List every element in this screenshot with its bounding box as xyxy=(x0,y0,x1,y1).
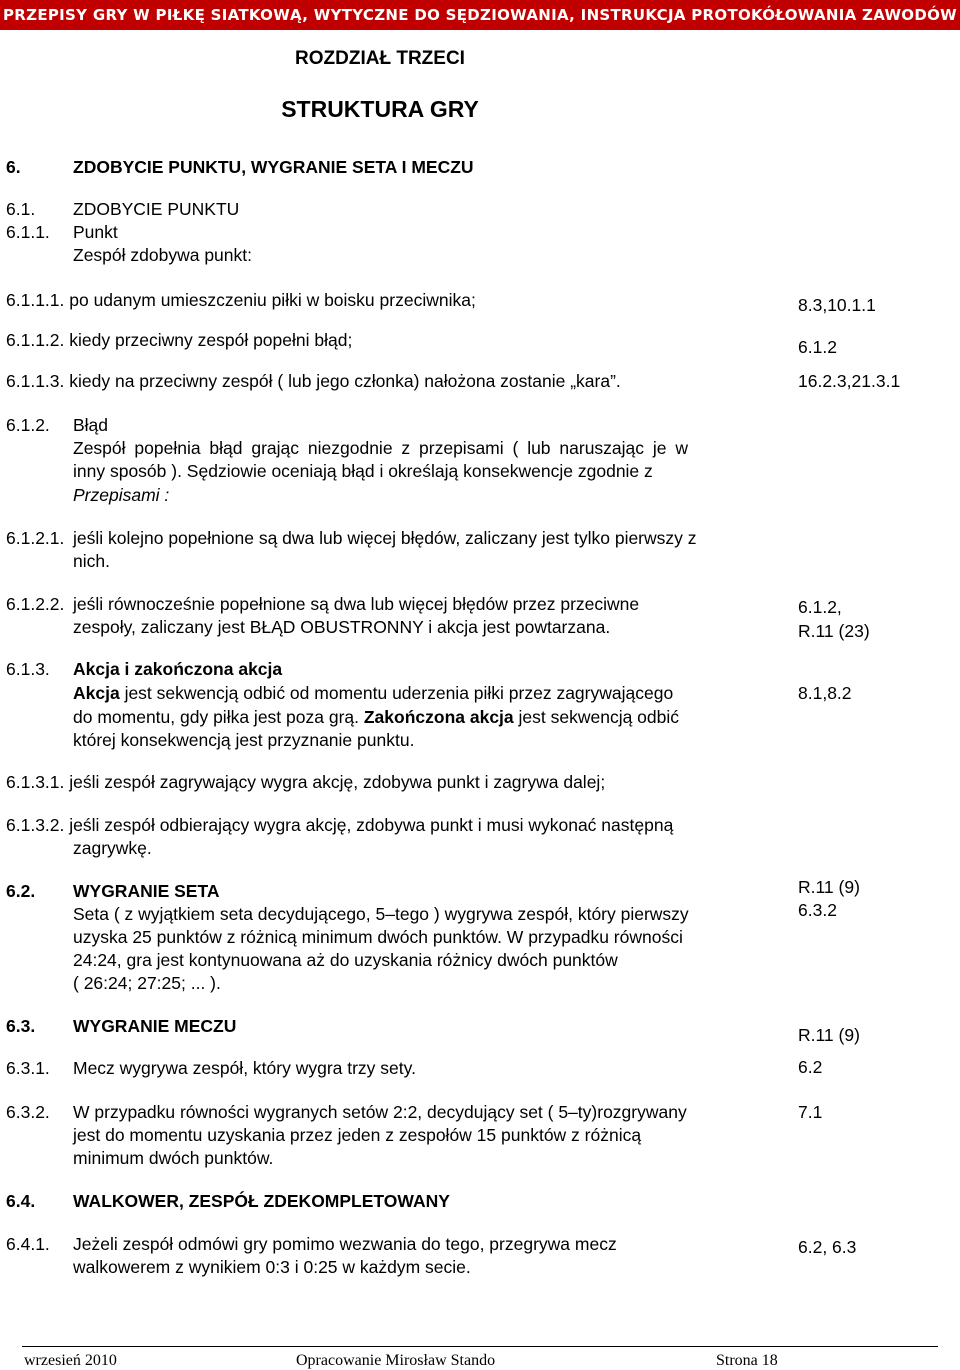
section-6-3-number: 6.3. xyxy=(6,1016,36,1036)
section-6-2-title: WYGRANIE SETA xyxy=(73,881,220,901)
section-6-1-2-1-line-2: nich. xyxy=(73,551,110,571)
section-6-4-title: WALKOWER, ZESPÓŁ ZDEKOMPLETOWANY xyxy=(73,1191,450,1211)
section-6-1-3-title: Akcja i zakończona akcja xyxy=(73,659,283,679)
completed-action-term: Zakończona akcja xyxy=(363,707,514,727)
section-6-4-1-line-2: walkowerem z wynikiem 0:3 i 0:25 w każdym secie. xyxy=(73,1257,471,1277)
chapter-label: ROZDZIAŁ TRZECI xyxy=(295,48,465,69)
section-6-1-1-intro: Zespół zdobywa punkt: xyxy=(73,245,252,265)
footer-page-number: Strona 18 xyxy=(716,1352,778,1369)
action-definition: jest sekwencją odbić od momentu uderzenia piłki przez zagrywającego xyxy=(119,683,674,703)
section-6-1-2-line-2: inny sposób ). Sędziowie oceniają błąd i określają konsekwencje zgodnie z xyxy=(73,461,653,481)
section-6-3-1-text: Mecz wygrywa zespół, który wygra trzy sety. xyxy=(73,1058,416,1078)
section-6-title: ZDOBYCIE PUNKTU, WYGRANIE SETA I MECZU xyxy=(73,157,474,177)
section-6-3-2-ref: 7.1 xyxy=(798,1102,823,1122)
section-6-1-3-number: 6.1.3. xyxy=(6,659,50,679)
section-6-2-number: 6.2. xyxy=(6,881,36,901)
section-6-1-1-number: 6.1.1. xyxy=(6,222,50,242)
action-term: Akcja xyxy=(73,683,120,703)
section-6-1-title: ZDOBYCIE PUNKTU xyxy=(73,199,240,219)
section-6-1-1-2-ref: 6.1.2 xyxy=(798,337,837,357)
section-6-4-number: 6.4. xyxy=(6,1191,36,1211)
section-6-3-ref: R.11 (9) xyxy=(798,1025,860,1045)
section-6-4-1-line-1: Jeżeli zespół odmówi gry pomimo wezwania do tego, przegrywa mecz xyxy=(73,1234,617,1254)
section-6-1-2-2-ref-1: 6.1.2, xyxy=(798,597,842,617)
section-6-1-2-1-number: 6.1.2.1. xyxy=(6,528,65,548)
section-6-1-1-title: Punkt xyxy=(73,222,118,242)
section-6-4-1-ref: 6.2, 6.3 xyxy=(798,1237,857,1257)
section-6-3-2-line-1: W przypadku równości wygranych setów 2:2, decydujący set ( 5–ty)rozgrywany xyxy=(73,1102,687,1122)
section-6-number: 6. xyxy=(6,157,21,177)
section-6-1-2-number: 6.1.2. xyxy=(6,415,50,435)
section-6-1-3-line-1 xyxy=(73,682,673,705)
section-6-4-1-number: 6.4.1. xyxy=(6,1234,50,1254)
section-6-2-line-1: Seta ( z wyjątkiem seta decydującego, 5–tego ) wygrywa zespół, który pierwszy xyxy=(73,904,689,924)
section-6-2-line-2: uzyska 25 punktów z różnicą minimum dwóch punktów. W przypadku równości xyxy=(73,927,683,947)
chapter-title: STRUKTURA GRY xyxy=(281,96,479,122)
action-definition-cont: do momentu, gdy piłka jest poza grą. xyxy=(73,707,364,727)
section-6-1-1-3-ref: 16.2.3,21.3.1 xyxy=(798,371,901,391)
section-6-1-2-line-1: Zespół popełnia błąd grając niezgodnie z przepisami ( lub naruszając je w xyxy=(73,438,689,458)
section-6-1-3-2-line-1: 6.1.3.2. jeśli zespół odbierający wygra akcję, zdobywa punkt i musi wykonać następną xyxy=(6,815,674,835)
section-6-3-2-number: 6.3.2. xyxy=(6,1102,50,1122)
footer-divider xyxy=(22,1346,938,1347)
section-6-1-1-2-text: 6.1.1.2. kiedy przeciwny zespół popełni błąd; xyxy=(6,330,353,350)
section-6-1-number: 6.1. xyxy=(6,199,36,219)
section-6-1-3-line-3: której konsekwencją jest przyznanie punktu. xyxy=(73,730,415,750)
section-6-2-line-3: 24:24, gra jest kontynuowana aż do uzyskania różnicy dwóch punktów xyxy=(73,950,618,970)
section-6-1-3-line-2 xyxy=(73,706,679,729)
page-header: PRZEPISY GRY W PIŁKĘ SIATKOWĄ, WYTYCZNE DO SĘDZIOWANIA, INSTRUKCJA PROTOKÓŁOWANIA ZAWODÓW xyxy=(0,0,960,30)
section-6-2-ref-2: 6.3.2 xyxy=(798,900,837,920)
section-6-2-line-4: ( 26:24; 27:25; ... ). xyxy=(73,973,221,993)
section-6-1-3-1-text: 6.1.3.1. jeśli zespół zagrywający wygra akcję, zdobywa punkt i zagrywa dalej; xyxy=(6,772,606,792)
section-6-1-2-2-line-2: zespoły, zaliczany jest BŁĄD OBUSTRONNY i akcja jest powtarzana. xyxy=(73,617,611,637)
section-6-3-1-number: 6.3.1. xyxy=(6,1058,50,1078)
section-6-2-ref-1: R.11 (9) xyxy=(798,877,860,897)
section-6-1-2-1-line-1: jeśli kolejno popełnione są dwa lub więcej błędów, zaliczany jest tylko pierwszy z xyxy=(73,528,697,548)
section-6-3-title: WYGRANIE MECZU xyxy=(73,1016,237,1036)
completed-action-definition: jest sekwencją odbić xyxy=(513,707,680,727)
section-6-1-1-1-text: 6.1.1.1. po udanym umieszczeniu piłki w boisku przeciwnika; xyxy=(6,290,476,310)
section-6-3-2-line-3: minimum dwóch punktów. xyxy=(73,1148,274,1168)
footer-author: Opracowanie Mirosław Stando xyxy=(296,1352,496,1369)
section-6-3-1-ref: 6.2 xyxy=(798,1057,823,1077)
section-6-1-1-1-ref: 8.3,10.1.1 xyxy=(798,295,876,315)
section-6-1-2-line-3: Przepisami : xyxy=(73,485,170,505)
section-6-3-2-line-2: jest do momentu uzyskania przez jeden z zespołów 15 punktów z różnicą xyxy=(73,1125,642,1145)
section-6-1-2-title: Błąd xyxy=(73,415,109,435)
section-6-1-2-2-ref-2: R.11 (23) xyxy=(798,621,870,641)
section-6-1-1-3-text: 6.1.1.3. kiedy na przeciwny zespół ( lub jego członka) nałożona zostanie „kara”. xyxy=(6,371,621,391)
section-6-1-3-ref: 8.1,8.2 xyxy=(798,683,852,703)
section-6-1-2-2-number: 6.1.2.2. xyxy=(6,594,65,614)
footer-date: wrzesień 2010 xyxy=(24,1352,117,1369)
section-6-1-2-2-line-1: jeśli równocześnie popełnione są dwa lub więcej błędów przez przeciwne xyxy=(73,594,640,614)
section-6-1-3-2-line-2: zagrywkę. xyxy=(73,838,152,858)
